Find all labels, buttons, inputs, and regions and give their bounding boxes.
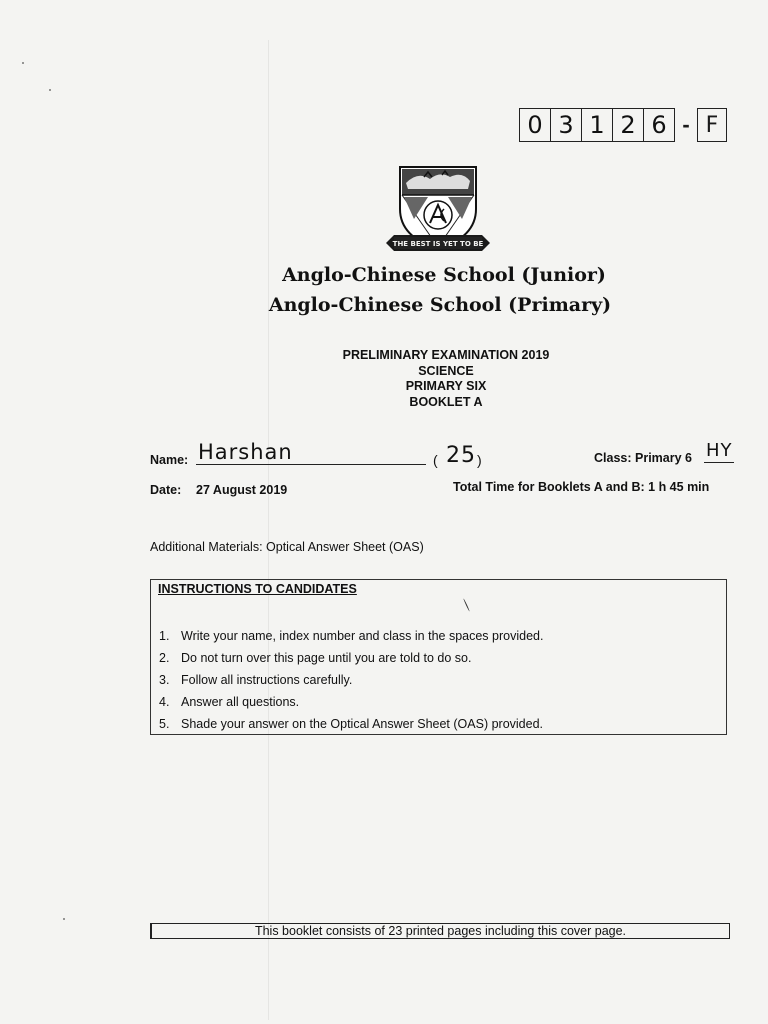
exam-subject: SCIENCE bbox=[418, 363, 474, 378]
class-label: Class: Primary 6 bbox=[594, 451, 692, 465]
exam-level: PRIMARY SIX bbox=[405, 379, 487, 393]
candidate-class-handwritten: HY bbox=[706, 440, 733, 461]
instruction-text: Follow all instructions carefully. bbox=[181, 673, 353, 687]
exam-title: PRELIMINARY EXAMINATION 2019 bbox=[342, 348, 550, 362]
class-underline bbox=[704, 462, 734, 463]
exam-booklet: BOOKLET A bbox=[409, 394, 483, 409]
date-label: Date: bbox=[150, 483, 182, 497]
index-digit-box: 3 bbox=[551, 108, 582, 142]
crest-motto: THE BEST IS YET TO BE bbox=[392, 240, 484, 248]
instruction-number: 4. bbox=[159, 695, 170, 709]
instruction-number: 5. bbox=[159, 717, 170, 731]
instruction-item bbox=[159, 713, 543, 735]
candidate-name-handwritten: Harshan bbox=[198, 440, 293, 464]
school-name-junior: Anglo-Chinese School (Junior) bbox=[282, 264, 606, 286]
instruction-text: Do not turn over this page until you are told to do so. bbox=[181, 651, 472, 665]
scan-speck bbox=[49, 89, 51, 91]
school-name-primary: Anglo-Chinese School (Primary) bbox=[268, 294, 612, 316]
instructions-list bbox=[159, 625, 543, 735]
index-digit-box: 1 bbox=[582, 108, 613, 142]
page-count-footer: This booklet consists of 23 printed pages including this cover page. bbox=[150, 923, 730, 939]
instruction-text: Shade your answer on the Optical Answer Sheet (OAS) provided. bbox=[181, 717, 543, 731]
total-time: Total Time for Booklets A and B: 1 h 45 min bbox=[453, 480, 710, 494]
name-underline bbox=[196, 464, 426, 465]
index-dash: - bbox=[682, 112, 690, 137]
name-label: Name: bbox=[150, 453, 189, 467]
instruction-text: Write your name, index number and class in the spaces provided. bbox=[181, 629, 544, 643]
instruction-number: 2. bbox=[159, 651, 170, 665]
page-fold-line bbox=[268, 40, 269, 1020]
school-crest-logo bbox=[384, 163, 492, 261]
index-open-paren: ( bbox=[433, 452, 438, 468]
instruction-number: 3. bbox=[159, 673, 170, 687]
exam-date: 27 August 2019 bbox=[196, 483, 288, 497]
index-number-boxes bbox=[519, 108, 727, 142]
index-digit-box: 6 bbox=[644, 108, 675, 142]
instruction-item bbox=[159, 691, 543, 713]
scan-speck bbox=[63, 918, 65, 920]
instruction-item bbox=[159, 625, 543, 647]
instruction-text: Answer all questions. bbox=[181, 695, 300, 709]
instruction-item bbox=[159, 669, 543, 691]
exam-title-block bbox=[316, 348, 576, 410]
index-digit-box: 0 bbox=[519, 108, 551, 142]
scan-speck bbox=[22, 62, 24, 64]
additional-materials: Additional Materials: Optical Answer Sheet (OAS) bbox=[150, 540, 424, 554]
instructions-box bbox=[150, 579, 727, 735]
instruction-item bbox=[159, 647, 543, 669]
instructions-heading: INSTRUCTIONS TO CANDIDATES bbox=[158, 582, 357, 596]
index-close-paren: ) bbox=[477, 452, 482, 468]
candidate-index-handwritten: 25 bbox=[446, 443, 476, 468]
index-letter-box: F bbox=[697, 108, 727, 142]
index-digit-box: 2 bbox=[613, 108, 644, 142]
instruction-number: 1. bbox=[159, 629, 170, 643]
